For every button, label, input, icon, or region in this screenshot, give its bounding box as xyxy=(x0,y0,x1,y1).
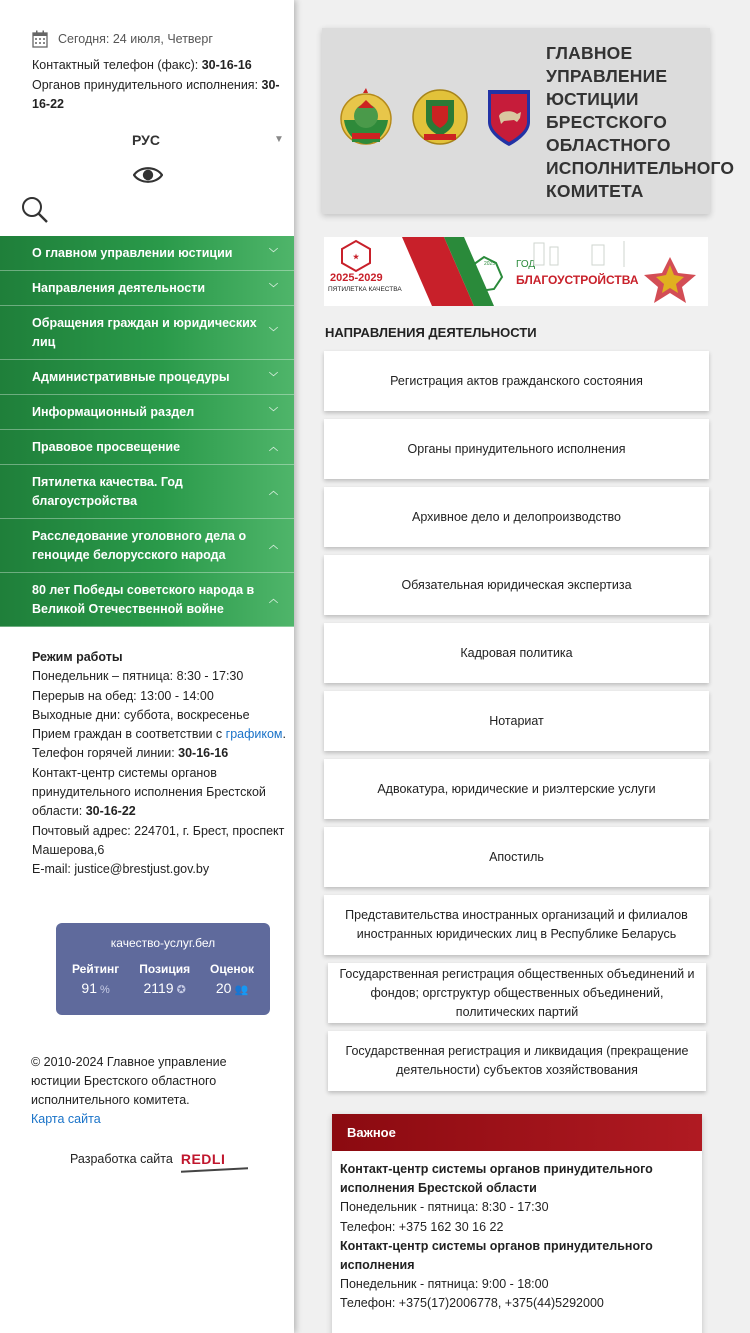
enforcement-label: Органов принудительного исполнения: xyxy=(32,77,262,92)
contact-info xyxy=(32,56,294,115)
banner-right-line2: БЛАГОУСТРОЙСТВА xyxy=(516,273,639,287)
menu-item[interactable]: Расследование уголовного дела о геноциде белорусского народа ︿ xyxy=(0,519,294,573)
contact-center-title: Контакт-центр системы органов принудительного исполнения xyxy=(340,1238,653,1273)
direction-card[interactable]: Органы принудительного исполнения xyxy=(324,419,709,479)
quality-rating-widget[interactable] xyxy=(56,923,270,1015)
redli-logo[interactable]: REDLI xyxy=(181,1151,226,1167)
banner-left-text: ПЯТИЛЕТКА КАЧЕСТВА xyxy=(328,286,402,293)
belarus-emblem-icon xyxy=(336,86,396,148)
direction-card[interactable]: Адвокатура, юридические и риэлтерские услуги xyxy=(324,759,709,819)
menu-item[interactable]: Пятилетка качества. Год благоустройства ︿ xyxy=(0,465,294,519)
banner-graphic xyxy=(324,237,708,306)
direction-card[interactable]: Представительства иностранных организаций и филиалов иностранных юридических лиц в Республике Беларусь xyxy=(324,895,709,955)
eye-icon[interactable] xyxy=(133,164,163,186)
postal-address: Почтовый адрес: 224701, г. Брест, проспект Машерова,6 xyxy=(32,823,285,857)
brest-emblem-icon xyxy=(410,86,470,148)
weekdays: Понедельник – пятница: 8:30 - 17:30 xyxy=(32,669,244,684)
chevron-up-icon: ︿ xyxy=(268,594,278,604)
contact-center-phone: Телефон: +375 162 30 16 22 xyxy=(340,1219,504,1234)
banner-year: 2025 xyxy=(484,261,496,267)
banner-years: 2025-2029 xyxy=(330,272,383,284)
directions-title: НАПРАВЛЕНИЯ ДЕЯТЕЛЬНОСТИ xyxy=(325,325,537,340)
chevron-down-icon: ﹀ xyxy=(268,371,278,382)
main-menu xyxy=(0,236,294,627)
main-content xyxy=(300,0,750,1333)
direction-card[interactable]: Архивное дело и делопроизводство xyxy=(324,487,709,547)
hotline: Телефон горячей линии: 30-16-16 xyxy=(32,746,229,761)
direction-card[interactable]: Кадровая политика xyxy=(324,623,709,683)
menu-item[interactable]: Административные процедуры ﹀ xyxy=(0,360,294,395)
contact-center-title: Контакт-центр системы органов принудительного исполнения Брестской области xyxy=(340,1162,653,1196)
copyright: © 2010-2024 Главное управление юстиции Брестского областного исполнительного комитета. Карта сайта xyxy=(31,1055,227,1126)
region-shield-icon xyxy=(484,86,534,148)
menu-item[interactable]: 80 лет Победы советского народа в Великой Отечественной войне ︿ xyxy=(0,573,294,627)
date-row xyxy=(32,30,213,48)
contact-center-hours: Понедельник - пятница: 8:30 - 17:30 xyxy=(340,1200,549,1215)
quality-banner[interactable] xyxy=(324,237,708,306)
direction-card[interactable]: Апостиль xyxy=(324,827,709,887)
work-hours xyxy=(32,648,294,880)
developer-credit: Разработка сайта REDLI xyxy=(70,1151,225,1167)
rating-col: Оценок 20 👥 xyxy=(210,962,255,996)
chevron-up-icon: ︿ xyxy=(268,486,278,496)
banner-right-line1: ГОД xyxy=(516,259,536,270)
chevron-down-icon: ﹀ xyxy=(268,406,278,417)
menu-item[interactable]: Информационный раздел ﹀ xyxy=(0,395,294,430)
emblems xyxy=(336,86,534,148)
lunch: Перерыв на обед: 13:00 - 14:00 xyxy=(32,688,214,703)
rating-site: качество-услуг.бел xyxy=(110,936,216,950)
header-card xyxy=(322,28,735,214)
menu-item[interactable]: Направления деятельности ﹀ xyxy=(0,271,294,306)
direction-card[interactable]: Государственная регистрация общественных объединений и фондов; оргструктур общественных объединений, политических партий xyxy=(328,963,706,1023)
direction-card[interactable]: Регистрация актов гражданского состояния xyxy=(324,351,709,411)
direction-card[interactable]: Нотариат xyxy=(324,691,709,751)
menu-item[interactable]: Обращения граждан и юридических лиц ﹀ xyxy=(0,306,294,360)
schedule-link[interactable]: графиком xyxy=(225,727,283,742)
contact-center: Контакт-центр системы органов принудительного исполнения Брестской области: 30-16-22 xyxy=(32,765,266,819)
direction-card[interactable]: Государственная регистрация и ликвидация (прекращение деятельности) субъектов хозяйствования xyxy=(328,1031,706,1091)
work-hours-title: Режим работы xyxy=(32,650,123,664)
contact-center-hours: Понедельник - пятница: 9:00 - 18:00 xyxy=(340,1277,549,1292)
menu-item[interactable]: Правовое просвещение ︿ xyxy=(0,430,294,465)
rating-col: Позиция 2119 ✪ xyxy=(139,962,191,996)
reception: Прием граждан в соответствии с графиком. xyxy=(32,727,287,742)
chevron-down-icon: ﹀ xyxy=(268,327,278,337)
rating-col: Рейтинг 91 % xyxy=(71,962,120,996)
org-title: ГЛАВНОЕ УПРАВЛЕНИЕ ЮСТИЦИИ БРЕСТСКОГО ОБЛАСТНОГО ИСПОЛНИТЕЛЬНОГО КОМИТЕТА xyxy=(546,43,735,201)
language-selector[interactable]: РУС xyxy=(132,132,160,148)
enforcement-phone: 30-16-22 xyxy=(32,77,280,111)
contact-center-phone: Телефон: +375(17)2006778, +375(44)5292000 xyxy=(340,1296,604,1311)
important-title: Важное xyxy=(332,1114,702,1151)
sidebar xyxy=(0,0,294,1333)
important-panel xyxy=(332,1114,702,1333)
chevron-up-icon: ︿ xyxy=(268,540,278,550)
users-icon: 👥 xyxy=(234,984,249,996)
percent-icon: % xyxy=(100,984,110,996)
calendar-icon xyxy=(32,30,48,48)
svg-text:★: ★ xyxy=(352,254,360,261)
chevron-down-icon[interactable]: ▼ xyxy=(274,134,284,145)
direction-card[interactable]: Обязательная юридическая экспертиза xyxy=(324,555,709,615)
medal-icon: ✪ xyxy=(176,984,186,996)
chevron-down-icon: ﹀ xyxy=(268,247,278,258)
menu-item[interactable]: О главном управлении юстиции ﹀ xyxy=(0,236,294,271)
email: E-mail: justice@brestjust.gov.by xyxy=(32,862,210,877)
current-date: Сегодня: 24 июля, Четверг xyxy=(58,32,213,46)
search-icon[interactable] xyxy=(20,195,50,225)
chevron-up-icon: ︿ xyxy=(268,441,278,452)
chevron-down-icon: ﹀ xyxy=(268,282,278,293)
contact-phone-label: Контактный телефон (факс): xyxy=(32,58,202,72)
weekends: Выходные дни: суббота, воскресенье xyxy=(32,707,250,722)
sitemap-link[interactable]: Карта сайта xyxy=(31,1112,101,1126)
contact-phone: 30-16-16 xyxy=(201,58,252,72)
